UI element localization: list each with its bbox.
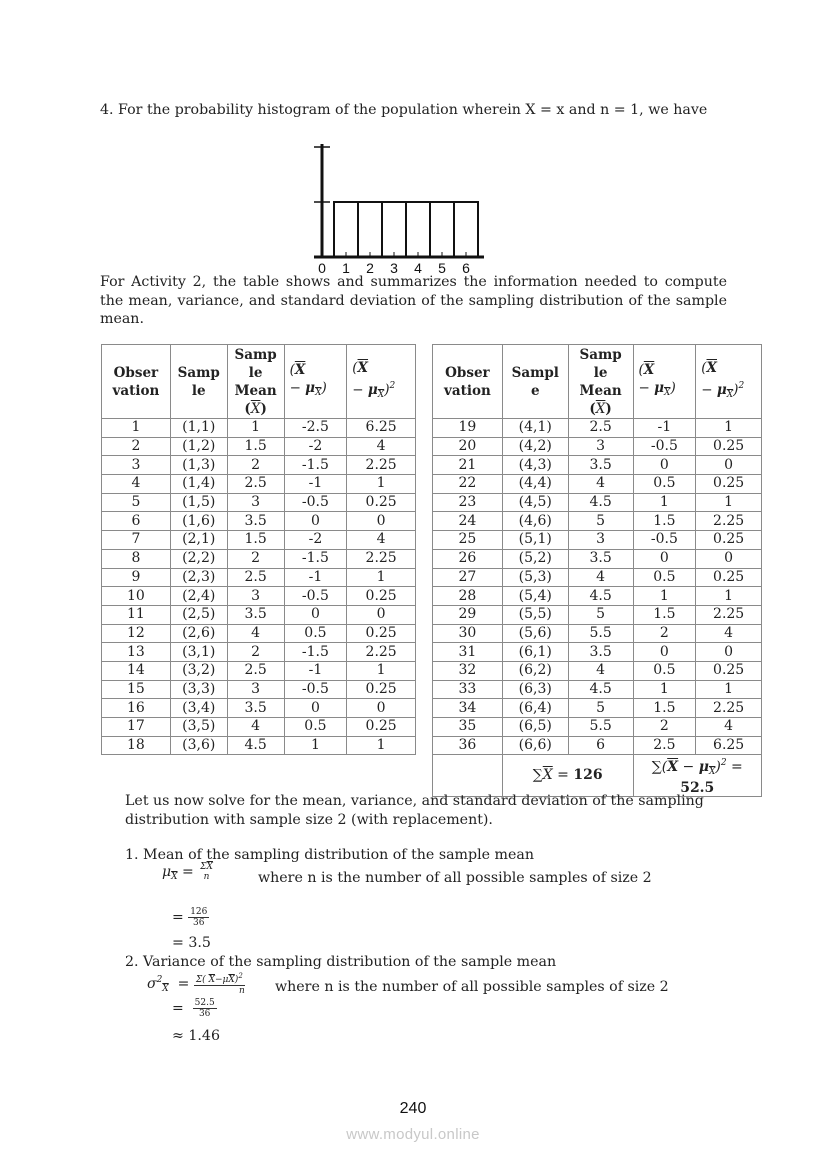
sample-mean-cell: 3.5 [568, 456, 633, 475]
squared-deviation-cell: 0 [347, 699, 416, 718]
header-deviation: ($\overline{X}$ − $\mu_{\overline{X}}$) [284, 345, 347, 419]
observation-cell: 19 [433, 419, 503, 438]
header-observation: Obser vation [102, 345, 171, 419]
sample-mean-cell: 6 [568, 736, 633, 755]
sample-cell: (4,3) [502, 456, 568, 475]
table-row [433, 568, 762, 587]
page-number: 240 [399, 1100, 427, 1117]
sample-mean-cell: 3.5 [568, 549, 633, 568]
sum-of-means-value: 126 [573, 767, 603, 784]
sample-cell: (2,6) [170, 624, 227, 643]
sample-mean-cell: 3 [227, 587, 284, 606]
observation-cell: 17 [102, 718, 171, 737]
table-row [433, 736, 762, 755]
table-row [102, 437, 416, 456]
table-row [102, 699, 416, 718]
table-row [433, 643, 762, 662]
squared-deviation-cell: 4 [696, 624, 762, 643]
squared-deviation-cell: 0 [347, 512, 416, 531]
deviation-cell: -2.5 [284, 419, 347, 438]
sample-cell: (5,3) [502, 568, 568, 587]
sample-mean-cell: 5.5 [568, 624, 633, 643]
deviation-cell: -1.5 [284, 549, 347, 568]
squared-deviation-cell: 1 [347, 736, 416, 755]
table-row [102, 718, 416, 737]
header-squared-deviation: ($\overline{X}$ − $\mu_{\overline{X}})^2$ [347, 345, 416, 419]
deviation-cell: -0.5 [284, 493, 347, 512]
sample-cell: (3,6) [170, 736, 227, 755]
sample-mean-cell: 5.5 [568, 718, 633, 737]
observation-cell: 16 [102, 699, 171, 718]
variance-numerator: 52.5 [194, 998, 215, 1008]
observation-cell: 24 [433, 512, 503, 531]
table-row [433, 699, 762, 718]
observation-cell: 35 [433, 718, 503, 737]
table-row [102, 587, 416, 606]
table-row [433, 718, 762, 737]
table-row [102, 736, 416, 755]
sample-cell: (2,5) [170, 605, 227, 624]
sample-mean-cell: 1.5 [227, 437, 284, 456]
observation-cell: 22 [433, 475, 503, 494]
sample-cell: (6,2) [502, 661, 568, 680]
deviation-cell: 0 [633, 456, 696, 475]
sample-mean-cell: 4 [227, 718, 284, 737]
squared-deviation-cell: 2.25 [696, 605, 762, 624]
sample-mean-cell: 3.5 [227, 605, 284, 624]
squared-deviation-cell: 6.25 [347, 419, 416, 438]
sample-cell: (6,3) [502, 680, 568, 699]
observation-cell: 33 [433, 680, 503, 699]
x-tick-label: 1 [342, 260, 350, 276]
step-1-note: where n is the number of all possible samples of size 2 [258, 870, 652, 886]
squared-deviation-cell: 0.25 [696, 531, 762, 550]
deviation-cell: -0.5 [633, 531, 696, 550]
sample-mean-cell: 4 [227, 624, 284, 643]
deviation-cell: -0.5 [633, 437, 696, 456]
observation-cell: 4 [102, 475, 171, 494]
mean-result: = 3.5 [172, 935, 211, 951]
deviation-cell: -1.5 [284, 643, 347, 662]
table-row [433, 531, 762, 550]
x-tick-label: 6 [462, 260, 470, 276]
sample-cell: (4,4) [502, 475, 568, 494]
sample-mean-cell: 3.5 [227, 512, 284, 531]
header-sample: Samp le [170, 345, 227, 419]
sample-mean-cell: 2.5 [227, 661, 284, 680]
table-row [433, 661, 762, 680]
header-sample-mean: Samp le Mean $(\overline{X})$ [568, 345, 633, 419]
sample-cell: (1,4) [170, 475, 227, 494]
sample-mean-cell: 5 [568, 699, 633, 718]
sample-cell: (5,4) [502, 587, 568, 606]
deviation-cell: -1 [284, 568, 347, 587]
table-row [433, 605, 762, 624]
sample-cell: (1,1) [170, 419, 227, 438]
mean-substitution: = $\frac{126}{36}$ [172, 907, 208, 928]
mean-fraction: $\Sigma\overline{X}$ n [200, 862, 213, 882]
item-4-text: 4. For the probability histogram of the population wherein X = x and n = 1, we have [100, 102, 708, 118]
deviation-cell: 0 [284, 512, 347, 531]
deviation-cell: -1 [633, 419, 696, 438]
table-row [433, 680, 762, 699]
deviation-cell: -2 [284, 437, 347, 456]
sample-mean-cell: 3.5 [568, 643, 633, 662]
squared-deviation-cell: 1 [696, 493, 762, 512]
activity-paragraph: For Activity 2, the table shows and summarizes the information needed to compute the mean, variance, and standard deviation of the sampling distribution of the sample mean. [100, 274, 727, 327]
sample-cell: (5,1) [502, 531, 568, 550]
sample-mean-cell: 3 [227, 680, 284, 699]
sample-cell: (1,5) [170, 493, 227, 512]
deviation-cell: 2.5 [633, 736, 696, 755]
deviation-cell: 1.5 [633, 699, 696, 718]
observation-cell: 29 [433, 605, 503, 624]
squared-deviation-cell: 0.25 [696, 437, 762, 456]
sample-mean-cell: 4.5 [227, 736, 284, 755]
sample-cell: (4,6) [502, 512, 568, 531]
squared-deviation-cell: 1 [696, 587, 762, 606]
table-row [433, 624, 762, 643]
squared-deviation-cell: 4 [696, 718, 762, 737]
sample-cell: (6,6) [502, 736, 568, 755]
sum-of-means-cell: $\sum\overline{X} = 126$ [502, 755, 633, 797]
observation-cell: 21 [433, 456, 503, 475]
table-row [433, 587, 762, 606]
sample-cell: (2,2) [170, 549, 227, 568]
sample-mean-cell: 5 [568, 605, 633, 624]
squared-deviation-cell: 0.25 [696, 475, 762, 494]
sum-row-blank-cell [433, 755, 503, 797]
squared-deviation-cell: 1 [696, 419, 762, 438]
deviation-cell: 1.5 [633, 512, 696, 531]
sample-cell: (3,3) [170, 680, 227, 699]
sample-cell: (1,2) [170, 437, 227, 456]
sample-cell: (5,5) [502, 605, 568, 624]
observation-cell: 15 [102, 680, 171, 699]
right-data-table [432, 344, 762, 797]
squared-deviation-cell: 2.25 [347, 643, 416, 662]
table-row [433, 419, 762, 438]
observation-cell: 27 [433, 568, 503, 587]
sample-cell: (6,4) [502, 699, 568, 718]
x-tick-label: 2 [366, 260, 374, 276]
sample-mean-cell: 5 [568, 512, 633, 531]
variance-substitution: = $\frac{52.5}{36}$ [172, 998, 215, 1019]
deviation-cell: 0 [284, 605, 347, 624]
squared-deviation-cell: 1 [347, 661, 416, 680]
observation-cell: 7 [102, 531, 171, 550]
sample-cell: (6,1) [502, 643, 568, 662]
sample-cell: (3,1) [170, 643, 227, 662]
squared-deviation-cell: 6.25 [696, 736, 762, 755]
header-sample-mean: Samp le Mean $(\overline{X})$ [227, 345, 284, 419]
table-row [102, 624, 416, 643]
table-row [102, 549, 416, 568]
mean-denominator: 36 [193, 918, 205, 928]
squared-deviation-cell: 0.25 [696, 568, 762, 587]
deviation-cell: 0.5 [284, 718, 347, 737]
step-2-note: where n is the number of all possible samples of size 2 [275, 979, 669, 995]
squared-deviation-cell: 2.25 [696, 699, 762, 718]
probability-histogram [306, 140, 496, 280]
sample-mean-cell: 1 [227, 419, 284, 438]
watermark: www.modyul.online [346, 1126, 480, 1143]
deviation-cell: 2 [633, 718, 696, 737]
sample-cell: (3,5) [170, 718, 227, 737]
table-row [433, 549, 762, 568]
table-row [102, 456, 416, 475]
right-table-body [433, 419, 762, 755]
sample-mean-cell: 3 [568, 437, 633, 456]
sample-cell: (5,2) [502, 549, 568, 568]
deviation-cell: 0.5 [284, 624, 347, 643]
deviation-cell: 0 [284, 699, 347, 718]
table-row [433, 493, 762, 512]
sample-cell: (2,4) [170, 587, 227, 606]
sample-mean-cell: 4.5 [568, 493, 633, 512]
sample-cell: (1,3) [170, 456, 227, 475]
squared-deviation-cell: 0 [696, 549, 762, 568]
variance-denominator: 36 [198, 1009, 211, 1019]
deviation-cell: -1 [284, 661, 347, 680]
table-row [433, 456, 762, 475]
step-2-title: 2. Variance of the sampling distribution of the sample mean [125, 954, 557, 970]
sample-cell: (3,2) [170, 661, 227, 680]
deviation-cell: -0.5 [284, 587, 347, 606]
left-table-body [102, 419, 416, 755]
squared-deviation-cell: 0 [696, 456, 762, 475]
sample-mean-cell: 3 [227, 493, 284, 512]
mean-numerator: 126 [190, 907, 208, 917]
sample-mean-cell: 4 [568, 475, 633, 494]
sample-mean-cell: 2.5 [227, 568, 284, 587]
table-row [433, 475, 762, 494]
sample-mean-cell: 2 [227, 549, 284, 568]
sample-cell: (4,1) [502, 419, 568, 438]
squared-deviation-cell: 0.25 [347, 680, 416, 699]
observation-cell: 25 [433, 531, 503, 550]
squared-deviation-cell: 0.25 [696, 661, 762, 680]
sample-mean-cell: 3.5 [227, 699, 284, 718]
deviation-cell: 1.5 [633, 605, 696, 624]
deviation-cell: 0.5 [633, 475, 696, 494]
sample-cell: (1,6) [170, 512, 227, 531]
sample-cell: (5,6) [502, 624, 568, 643]
sample-mean-cell: 4.5 [568, 587, 633, 606]
observation-cell: 8 [102, 549, 171, 568]
header-observation: Obser vation [433, 345, 503, 419]
sample-cell: (3,4) [170, 699, 227, 718]
histogram-svg [306, 140, 496, 260]
sample-mean-cell: 3 [568, 531, 633, 550]
observation-cell: 36 [433, 736, 503, 755]
squared-deviation-cell: 1 [347, 475, 416, 494]
step-1-title: 1. Mean of the sampling distribution of the sample mean [125, 847, 534, 863]
header-deviation: ($\overline{X}$ − $\mu_{\overline{X}}$) [633, 345, 696, 419]
x-tick-label: 4 [414, 260, 422, 276]
observation-cell: 2 [102, 437, 171, 456]
observation-cell: 9 [102, 568, 171, 587]
deviation-cell: -1 [284, 475, 347, 494]
sample-mean-cell: 2 [227, 643, 284, 662]
squared-deviation-cell: 2.25 [347, 549, 416, 568]
observation-cell: 6 [102, 512, 171, 531]
table-row [102, 419, 416, 438]
squared-deviation-cell: 0.25 [347, 624, 416, 643]
header-sample: Sampl e [502, 345, 568, 419]
sample-cell: (6,5) [502, 718, 568, 737]
squared-deviation-cell: 4 [347, 437, 416, 456]
observation-cell: 34 [433, 699, 503, 718]
table-row [102, 531, 416, 550]
deviation-cell: 0.5 [633, 568, 696, 587]
sample-cell: (2,3) [170, 568, 227, 587]
observation-cell: 30 [433, 624, 503, 643]
observation-cell: 31 [433, 643, 503, 662]
observation-cell: 23 [433, 493, 503, 512]
table-row [102, 493, 416, 512]
squared-deviation-cell: 1 [347, 568, 416, 587]
sum-of-squares-value: 52.5 [680, 780, 715, 797]
sample-mean-cell: 2.5 [227, 475, 284, 494]
table-row [102, 475, 416, 494]
deviation-cell: -0.5 [284, 680, 347, 699]
deviation-cell: 2 [633, 624, 696, 643]
sample-mean-cell: 4 [568, 568, 633, 587]
table-row [102, 568, 416, 587]
squared-deviation-cell: 4 [347, 531, 416, 550]
table-row [102, 512, 416, 531]
x-tick-label: 5 [438, 260, 446, 276]
sample-mean-cell: 1.5 [227, 531, 284, 550]
deviation-cell: 0.5 [633, 661, 696, 680]
x-tick-label: 0 [318, 260, 326, 276]
sum-of-squares-cell: $\sum(\overline{X} - \mu_{\overline{X}})^2$ = 52.5 [633, 755, 761, 797]
observation-cell: 18 [102, 736, 171, 755]
observation-cell: 14 [102, 661, 171, 680]
squared-deviation-cell: 0.25 [347, 493, 416, 512]
x-tick-label: 3 [390, 260, 398, 276]
table-row [102, 643, 416, 662]
observation-cell: 26 [433, 549, 503, 568]
table-row [433, 437, 762, 456]
table-row [102, 680, 416, 699]
deviation-cell: -1.5 [284, 456, 347, 475]
variance-fraction: $\frac{\Sigma( \overline{X}-\mu\overline{X})^2}{n}$ [195, 972, 245, 996]
variance-formula: $\sigma^2_{\overline{X}}$ = $\frac{\Sigma( \overline{X}-\mu\overline{X})^2}{n}$ [147, 972, 245, 996]
left-data-table [101, 344, 416, 755]
squared-deviation-cell: 1 [696, 680, 762, 699]
sample-cell: (2,1) [170, 531, 227, 550]
sample-mean-cell: 2.5 [568, 419, 633, 438]
deviation-cell: -2 [284, 531, 347, 550]
squared-deviation-cell: 2.25 [347, 456, 416, 475]
squared-deviation-cell: 0.25 [347, 587, 416, 606]
squared-deviation-cell: 0.25 [347, 718, 416, 737]
observation-cell: 20 [433, 437, 503, 456]
observation-cell: 10 [102, 587, 171, 606]
solve-intro: Let us now solve for the mean, variance, and standard deviation of the sampling distribution with sample size 2 (with replacement). [125, 793, 704, 828]
deviation-cell: 1 [633, 493, 696, 512]
sample-mean-cell: 4.5 [568, 680, 633, 699]
deviation-cell: 0 [633, 549, 696, 568]
observation-cell: 12 [102, 624, 171, 643]
variance-result: ≈ 1.46 [172, 1028, 220, 1044]
squared-deviation-cell: 2.25 [696, 512, 762, 531]
table-row [102, 661, 416, 680]
observation-cell: 5 [102, 493, 171, 512]
sample-mean-cell: 4 [568, 661, 633, 680]
table-row [102, 605, 416, 624]
deviation-cell: 1 [633, 680, 696, 699]
header-squared-deviation: ($\overline{X}$ − $\mu_{\overline{X}})^2$ [696, 345, 762, 419]
sample-mean-cell: 2 [227, 456, 284, 475]
mean-formula: $\mu_{\overline{X}}$ = $\Sigma\overline{X}$ n [162, 862, 213, 882]
deviation-cell: 0 [633, 643, 696, 662]
squared-deviation-cell: 0 [696, 643, 762, 662]
observation-cell: 3 [102, 456, 171, 475]
table-row [433, 512, 762, 531]
observation-cell: 13 [102, 643, 171, 662]
sample-cell: (4,2) [502, 437, 568, 456]
squared-deviation-cell: 0 [347, 605, 416, 624]
observation-cell: 11 [102, 605, 171, 624]
deviation-cell: 1 [284, 736, 347, 755]
deviation-cell: 1 [633, 587, 696, 606]
observation-cell: 1 [102, 419, 171, 438]
sample-cell: (4,5) [502, 493, 568, 512]
observation-cell: 28 [433, 587, 503, 606]
observation-cell: 32 [433, 661, 503, 680]
